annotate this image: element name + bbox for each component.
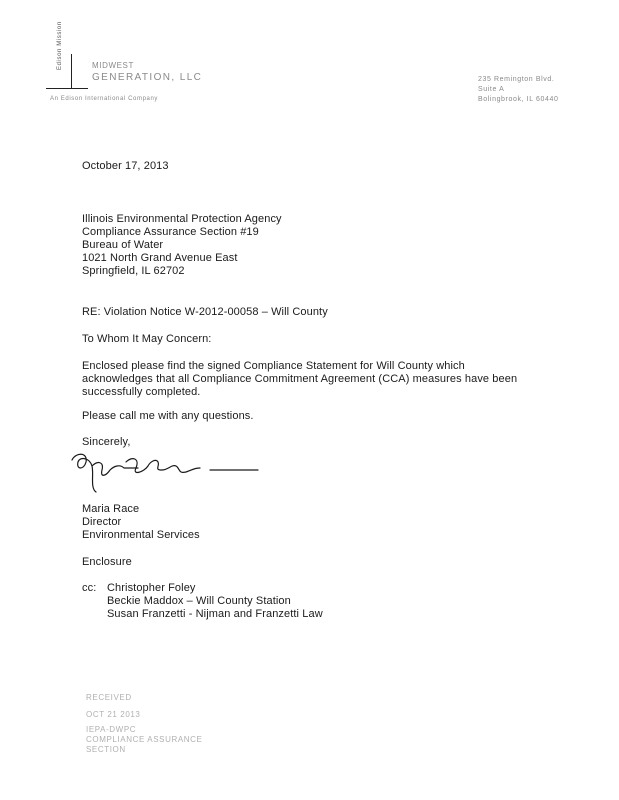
recipient-line1: Illinois Environmental Protection Agency [82,213,282,225]
cc-recipient: Beckie Maddox – Will County Station [107,595,291,607]
signature-image [66,448,266,498]
body-para1-line2: acknowledges that all Compliance Commitment Agreement (CCA) measures have been [82,373,518,385]
stamp-line4: COMPLIANCE ASSURANCE [86,735,203,744]
recipient-line2: Compliance Assurance Section #19 [82,226,259,238]
stamp-line3: IEPA-DWPC [86,725,137,734]
cc-recipient: Christopher Foley [107,582,196,594]
logo-vertical-text: Edison Mission [57,21,63,70]
address-line2: Suite A [478,86,505,93]
stamp-line1: RECEIVED [86,693,132,702]
stamp-line5: SECTION [86,745,126,754]
logo-horizontal-rule [46,88,88,89]
salutation: To Whom It May Concern: [82,333,212,345]
address-line3: Bolingbrook, IL 60440 [478,96,559,103]
body-para1-line3: successfully completed. [82,386,201,398]
body-para2: Please call me with any questions. [82,410,254,422]
cc-recipient: Susan Franzetti - Nijman and Franzetti Law [107,608,323,620]
signer-name: Maria Race [82,503,140,515]
subject-line: RE: Violation Notice W-2012-00058 – Will County [82,306,328,318]
signer-title: Director [82,516,122,528]
recipient-line5: Springfield, IL 62702 [82,265,185,277]
company-line3: An Edison International Company [50,96,158,102]
recipient-line4: 1021 North Grand Avenue East [82,252,238,264]
address-line1: 235 Remington Blvd. [478,76,555,83]
letter-date: October 17, 2013 [82,160,169,172]
cc-label: cc: [82,582,97,594]
recipient-line3: Bureau of Water [82,239,164,251]
logo-vertical-rule [71,54,72,88]
stamp-line2: OCT 21 2013 [86,710,141,719]
body-para1-line1: Enclosed please find the signed Compliance Statement for Will County which [82,360,465,372]
company-line2: GENERATION, LLC [92,72,203,83]
company-line1: MIDWEST [92,61,134,70]
enclosure-note: Enclosure [82,556,132,568]
closing: Sincerely, [82,436,131,448]
signer-department: Environmental Services [82,529,200,541]
